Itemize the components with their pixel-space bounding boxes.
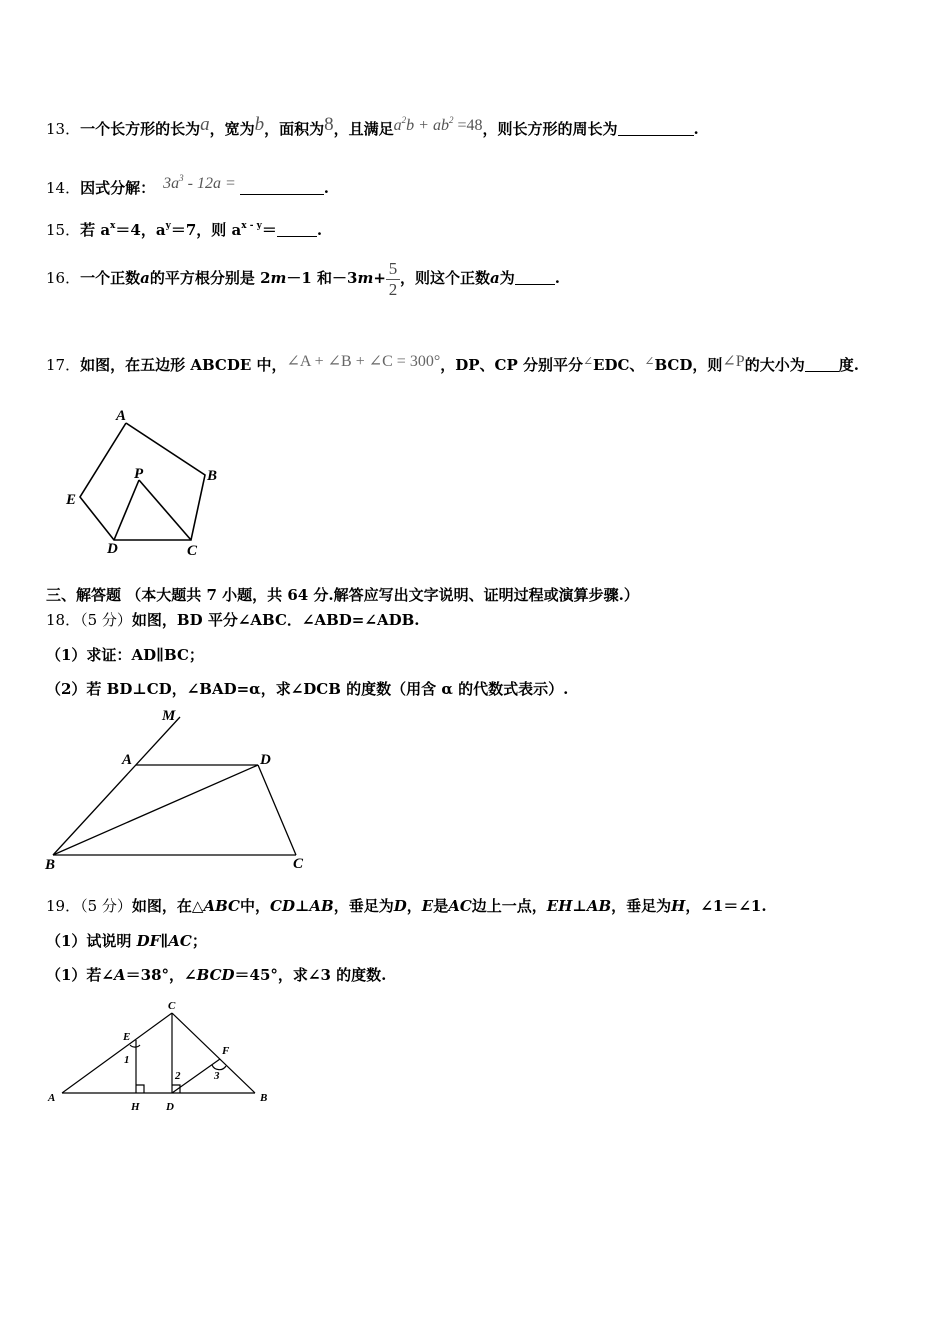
q13-number: 13． (46, 120, 81, 138)
q16-number: 16． (46, 269, 81, 287)
q17-text-4: BCD，则 (654, 356, 723, 374)
expr-b: - 12a = (183, 175, 236, 192)
q16-text-4: + (373, 269, 386, 287)
q16-end: . (554, 269, 560, 287)
question-18 (46, 610, 420, 630)
label-d: D (166, 1101, 174, 1113)
q19-text-4: ，垂足为 (333, 897, 394, 915)
q17-angle-sum: ∠A + ∠B + ∠C = 300° (286, 353, 441, 370)
q15-sup-x: x (110, 221, 116, 231)
q15-sup-xy: x - y (241, 221, 262, 231)
q18-score: （5 分） (80, 611, 132, 629)
angle-icon: ∠ (582, 354, 594, 368)
q17-text-3: EDC、 (593, 356, 645, 374)
section-heading: 三、解答题 （本大题共 7 小题，共 64 分.解答应写出文字说明、证明过程或演算步骤.） (46, 586, 639, 604)
q19-text-9: ，垂足为 (611, 897, 672, 915)
q13-var-a: a (200, 114, 210, 135)
label-h: H (131, 1101, 140, 1113)
q19-ab: AB (309, 897, 334, 915)
expr-a: 3a (163, 175, 180, 192)
segment-cp (139, 480, 191, 540)
label-d: D (107, 541, 118, 557)
ray-bm (53, 717, 180, 855)
label-angle-2: 2 (175, 1070, 181, 1082)
q16-text-2: 的平方根分别是 2 (149, 269, 271, 287)
label-a: A (116, 408, 127, 424)
answer-blank[interactable] (618, 121, 694, 136)
answer-blank[interactable] (277, 222, 317, 237)
eq-b: b + ab (406, 117, 449, 134)
q19-number: 19． (46, 897, 81, 915)
q16-var-m: m (357, 269, 374, 287)
segment-dc (258, 765, 296, 855)
q19-text-10: ，∠1＝∠1. (685, 897, 767, 915)
q19-perp-2: ⊥ (572, 897, 587, 915)
question-14 (46, 174, 329, 198)
q15-end: . (316, 221, 323, 239)
q13-equation (394, 117, 483, 134)
q19-eh: EH (546, 897, 573, 915)
q16-var-m: m (270, 269, 287, 287)
label-e: E (123, 1031, 131, 1043)
q14-number: 14． (46, 179, 81, 197)
q16-text-5: ，则这个正数 (399, 269, 490, 287)
q19-abc: ABC (203, 897, 240, 915)
q17-text-2: ，DP、CP 分别平分 (440, 356, 583, 374)
q15-text-2: ＝4，a (115, 221, 166, 239)
q19-text-2: 中， (240, 897, 271, 915)
segment-ac (62, 1013, 172, 1093)
q15-text-4: ＝ (261, 221, 277, 239)
eq-rhs: =48 (453, 117, 483, 134)
q13-var-b: b (254, 114, 265, 135)
q13-text-3: ，面积为 (264, 120, 325, 138)
q18-number: 18． (46, 611, 81, 629)
q19-h: H (671, 897, 686, 915)
q13-text-5: ，则长方形的周长为 (482, 120, 618, 138)
question-15 (46, 220, 322, 240)
eq-sup: 2 (448, 115, 454, 125)
eq-a: a (393, 117, 402, 134)
angle-icon: ∠ (644, 354, 655, 368)
q14-end: . (323, 179, 329, 197)
question-17 (46, 351, 859, 375)
q13-area: 8 (324, 114, 334, 135)
label-c: C (293, 856, 304, 872)
q19-part1-df-ac: DF∥AC (136, 932, 192, 950)
q19-text-6: 是 (433, 897, 449, 915)
segment-bd (53, 765, 258, 855)
q18-part-1: （1）求证：AD∥BC； (46, 646, 204, 664)
angle-arc-3 (212, 1065, 226, 1070)
q15-text: 若 a (80, 221, 111, 239)
q19-part2-text: （1）若∠ (46, 966, 115, 984)
figure-17-pentagon (60, 400, 240, 565)
fraction-denominator: 2 (388, 279, 398, 299)
label-b: B (260, 1092, 268, 1104)
answer-blank[interactable] (805, 357, 839, 372)
label-a: A (48, 1092, 56, 1104)
q19-part1-text: （1）试说明 (46, 932, 137, 950)
q17-text: 如图，在五边形 ABCDE 中， (80, 356, 287, 374)
label-b: B (45, 857, 56, 873)
q19-part-1 (46, 931, 207, 951)
answer-blank[interactable] (515, 270, 555, 285)
q19-e: E (421, 897, 434, 915)
question-19 (46, 896, 767, 916)
q19-part2-a: A (114, 966, 126, 984)
label-e: E (66, 492, 77, 508)
q17-angle-p: ∠P (722, 353, 745, 370)
q13-text-2: ，宽为 (209, 120, 255, 138)
q16-fraction (386, 260, 400, 299)
segment-dp (114, 480, 139, 540)
q19-text-7: 边上一点， (471, 897, 547, 915)
q16-text-3: －1 和－3 (286, 269, 358, 287)
q19-text: 如图，在△ (131, 897, 204, 915)
label-c: C (187, 543, 198, 559)
q19-part-2 (46, 965, 386, 985)
q14-expression (163, 175, 236, 192)
figure-18-trapezoid (40, 702, 315, 874)
q19-ac: AC (448, 897, 472, 915)
label-angle-3: 3 (214, 1070, 220, 1082)
label-b: B (207, 468, 218, 484)
expr-sup: 3 (179, 173, 184, 183)
label-m: M (162, 708, 176, 724)
q15-number: 15． (46, 221, 81, 239)
q19-part2-bcd: BCD (196, 966, 235, 984)
label-angle-1: 1 (124, 1054, 130, 1066)
label-p: P (134, 466, 144, 482)
q18-part-2: （2）若 BD⊥CD，∠BAD=α，求∠DCB 的度数（用含 α 的代数式表示）. (46, 680, 569, 698)
fraction-numerator: 5 (388, 258, 398, 278)
label-d: D (260, 752, 271, 768)
q17-end: 度. (838, 356, 859, 374)
q19-part1-end: ； (191, 932, 207, 950)
label-c: C (168, 1000, 176, 1012)
q13-text: 一个长方形的长为 (80, 120, 201, 138)
q15-text-3: ＝7，则 a (170, 221, 242, 239)
q13-text-4: ，且满足 (333, 120, 394, 138)
question-16 (46, 256, 560, 300)
q19-perp: ⊥ (294, 897, 310, 915)
q19-ab-2: AB (586, 897, 612, 915)
q16-var-a: a (140, 269, 150, 287)
q17-text-5: 的大小为 (744, 356, 805, 374)
q16-var-a: a (489, 269, 500, 287)
label-f: F (222, 1045, 230, 1057)
answer-blank[interactable] (240, 180, 324, 195)
q19-cd: CD (270, 897, 295, 915)
label-a: A (122, 752, 133, 768)
q17-number: 17． (46, 356, 81, 374)
q14-text: 因式分解： (80, 179, 156, 197)
q19-part2-text-2: ＝38°，∠ (125, 966, 197, 984)
figure-19-triangle (40, 995, 280, 1120)
q19-text-5: ， (406, 897, 422, 915)
q16-text-6: 为 (499, 269, 515, 287)
q15-sup-y: y (165, 221, 171, 231)
right-angle-h (136, 1085, 144, 1093)
q19-d: D (393, 897, 407, 915)
angle-arc-1 (130, 1045, 140, 1047)
q13-end: . (693, 120, 699, 138)
question-13 (46, 115, 699, 139)
eq-sup: 2 (401, 115, 407, 125)
q19-score: （5 分） (80, 897, 132, 915)
q19-part2-text-3: ＝45°，求∠3 的度数. (234, 966, 387, 984)
q16-text: 一个正数 (80, 269, 141, 287)
q18-text: 如图，BD 平分∠ABC．∠ABD=∠ADB. (131, 611, 420, 629)
